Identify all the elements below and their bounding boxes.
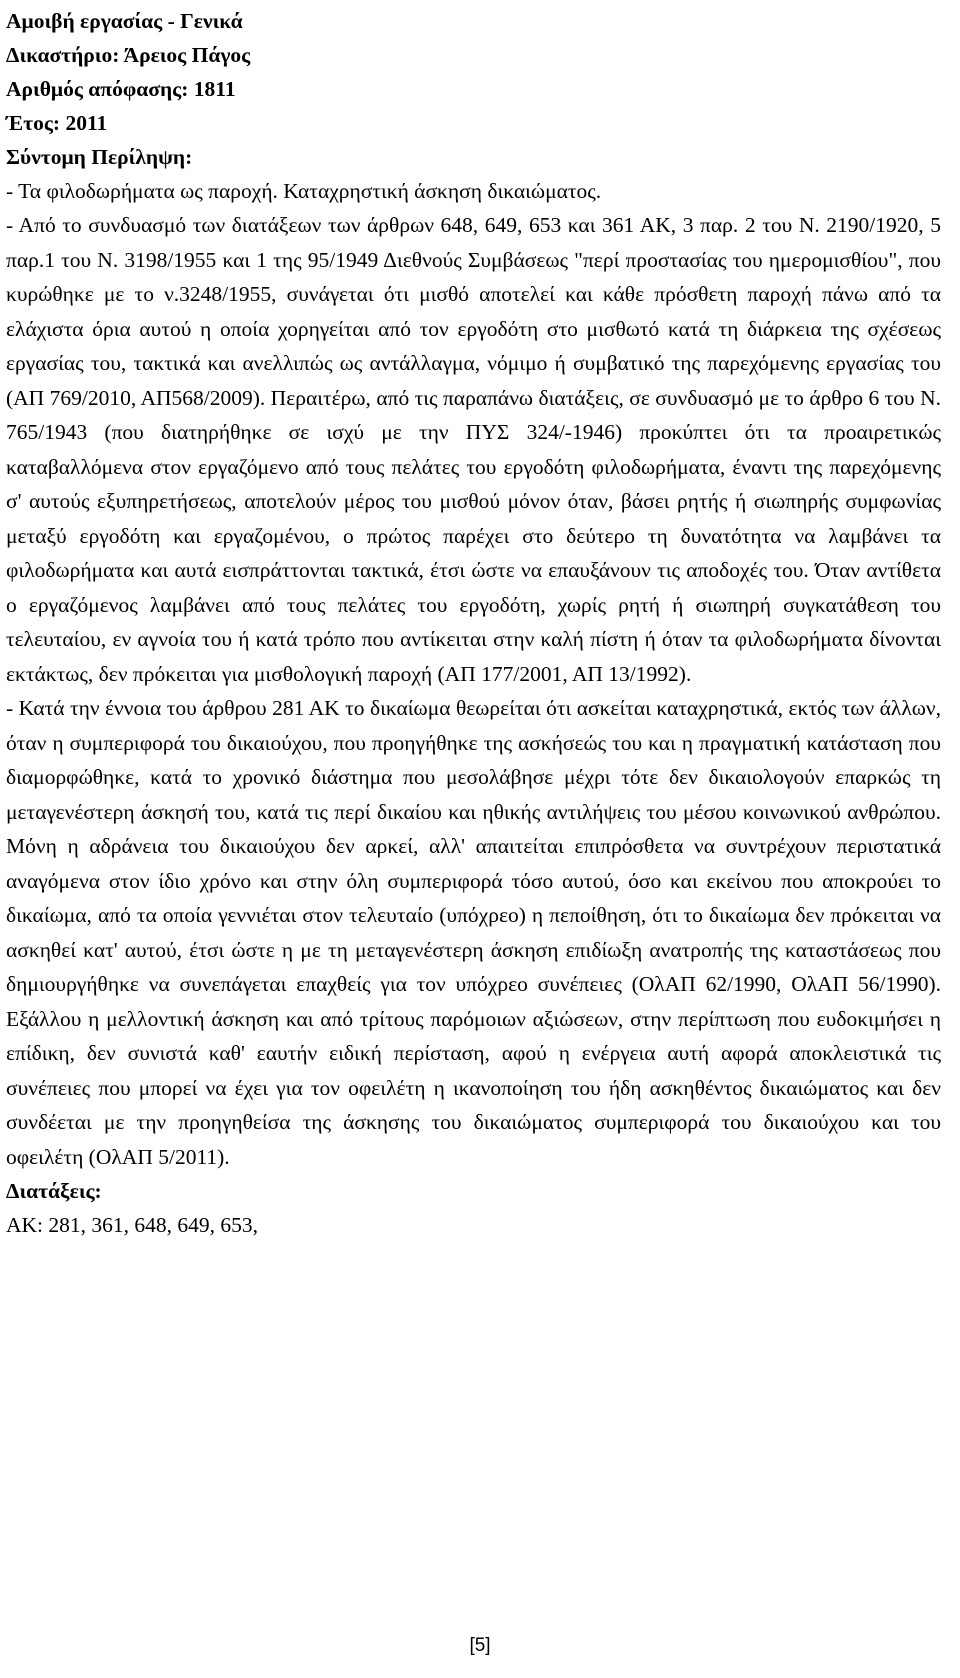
document-title: Αμοιβή εργασίας - Γενικά — [6, 9, 243, 33]
provisions-heading: Διατάξεις: — [6, 1179, 102, 1203]
provisions-articles: ΑΚ: 281, 361, 648, 649, 653, — [6, 1213, 259, 1237]
page-number: [5] — [469, 1635, 491, 1656]
decision-number: Αριθμός απόφασης: 1811 — [6, 77, 236, 101]
summary-paragraph-2: - Κατά την έννοια του άρθρου 281 ΑΚ το δικαίωμα θεωρείται ότι ασκείται καταχρηστικά, εκτός των άλλων, όταν η συμπεριφορά του δικαιούχου, που προηγήθηκε της ασκήσεώς του και η πραγματική κατάσταση που διαμορφώθηκε, κατά το χρονικό διάστημα που μεσολάβησε μέχρι τότε δεν δικαιολογούν επαρκώς τη μεταγενέστερη άσκησή του, κατά τις περί δικαίου και ηθικής αντιλήψεις του μέσου κοινωνικού ανθρώπου. Μόνη η αδράνεια του δικαιούχου δεν αρκεί, αλλ' απαιτείται επιπρόσθετα να συντρέχουν περιστατικά αναγόμενα στον ίδιο χρόνο και στην όλη συμπεριφορά τόσο αυτού, όσο και εκείνου που αποκρούει το δικαίωμα, από τα οποία γεννιέται στον τελευταίο (υπόχρεο) η πεποίθηση, ότι το δικαίωμα δεν πρόκειται να ασκηθεί κατ' αυτού, έτσι ώστε η με τη μεταγενέστερη άσκηση επιδίωξη ανατροπής της καταστάσεως που δημιουργήθηκε να συνεπάγεται επαχθείς για τον υπόχρεο συνέπειες (ΟλΑΠ 62/1990, ΟλΑΠ 56/1990). Εξάλλου η μελλοντική άσκηση και από τρίτους παρόμοιων αξιώσεων, στην περίπτωση που ευδοκιμήσει η επίδικη, δεν συνιστά καθ' εαυτήν ειδική περίσταση, αφού η ενέργεια αυτή αφορά αποκλειστικά τις συνέπειες που μπορεί να έχει για τον οφειλέτη η ικανοποίηση του ήδη ασκηθέντος δικαιώματος και δεν συνδέεται με την προηγηθείσα της άσκησης του δικαιώματος συμπεριφορά του δικαιούχου και του οφειλέτη (ΟλΑΠ 5/2011). — [6, 696, 941, 1169]
document-page — [6, 4, 941, 1242]
court-label: Δικαστήριο: Άρειος Πάγος — [6, 43, 251, 67]
summary-heading: Σύντομη Περίληψη: — [6, 145, 193, 169]
decision-year: Έτος: 2011 — [6, 111, 108, 135]
summary-paragraph-1: - Από το συνδυασμό των διατάξεων των άρθρων 648, 649, 653 και 361 ΑΚ, 3 παρ. 2 του Ν. 2190/1920, 5 παρ.1 του Ν. 3198/1955 και 1 της 95/1949 Διεθνούς Συμβάσεως "περί προστασίας του ημερομισθίου", που κυρώθηκε με το ν.3248/1955, συνάγεται ότι μισθό αποτελεί και κάθε πρόσθετη παροχή πάνω από τα ελάχιστα όρια αυτού η οποία χορηγείται από τον εργοδότη στο μισθωτό κατά τη διάρκεια της σχέσεως εργασίας του, τακτικά και ανελλιπώς ως αντάλλαγμα, νόμιμο ή συμβατικό της παρεχόμενης εργασίας του (ΑΠ 769/2010, ΑΠ568/2009). Περαιτέρω, από τις παραπάνω διατάξεις, σε συνδυασμό με το άρθρο 6 του Ν. 765/1943 (που διατηρήθηκε σε ισχύ με την ΠΥΣ 324/-1946) προκύπτει ότι τα προαιρετικώς καταβαλλόμενα στον εργαζόμενο από τους πελάτες του εργοδότη φιλοδωρήματα, έναντι της παρεχόμενης σ' αυτούς εξυπηρετήσεως, αποτελούν μέρος του μισθού μόνον όταν, βάσει ρητής ή σιωπηρής συμφωνίας μεταξύ εργοδότη και εργαζομένου, ο πρώτος παρέχει στο δεύτερο τη δυνατότητα να λαμβάνει τα φιλοδωρήματα και αυτά εισπράττονται τακτικά, έτσι ώστε να επαυξάνουν τις αποδοχές του. Όταν αντίθετα ο εργαζόμενος λαμβάνει από τους πελάτες του εργοδότη, χωρίς ρητή ή σιωπηρή συγκατάθεση του τελευταίου, εν αγνοία του ή κατά τρόπο που αντίκειται στην καλή πίστη ή όταν τα φιλοδωρήματα δίνονται εκτάκτως, δεν πρόκειται για μισθολογική παροχή (ΑΠ 177/2001, ΑΠ 13/1992). — [6, 213, 941, 686]
summary-lead: - Τα φιλοδωρήματα ως παροχή. Καταχρηστική άσκηση δικαιώματος. — [6, 179, 602, 203]
